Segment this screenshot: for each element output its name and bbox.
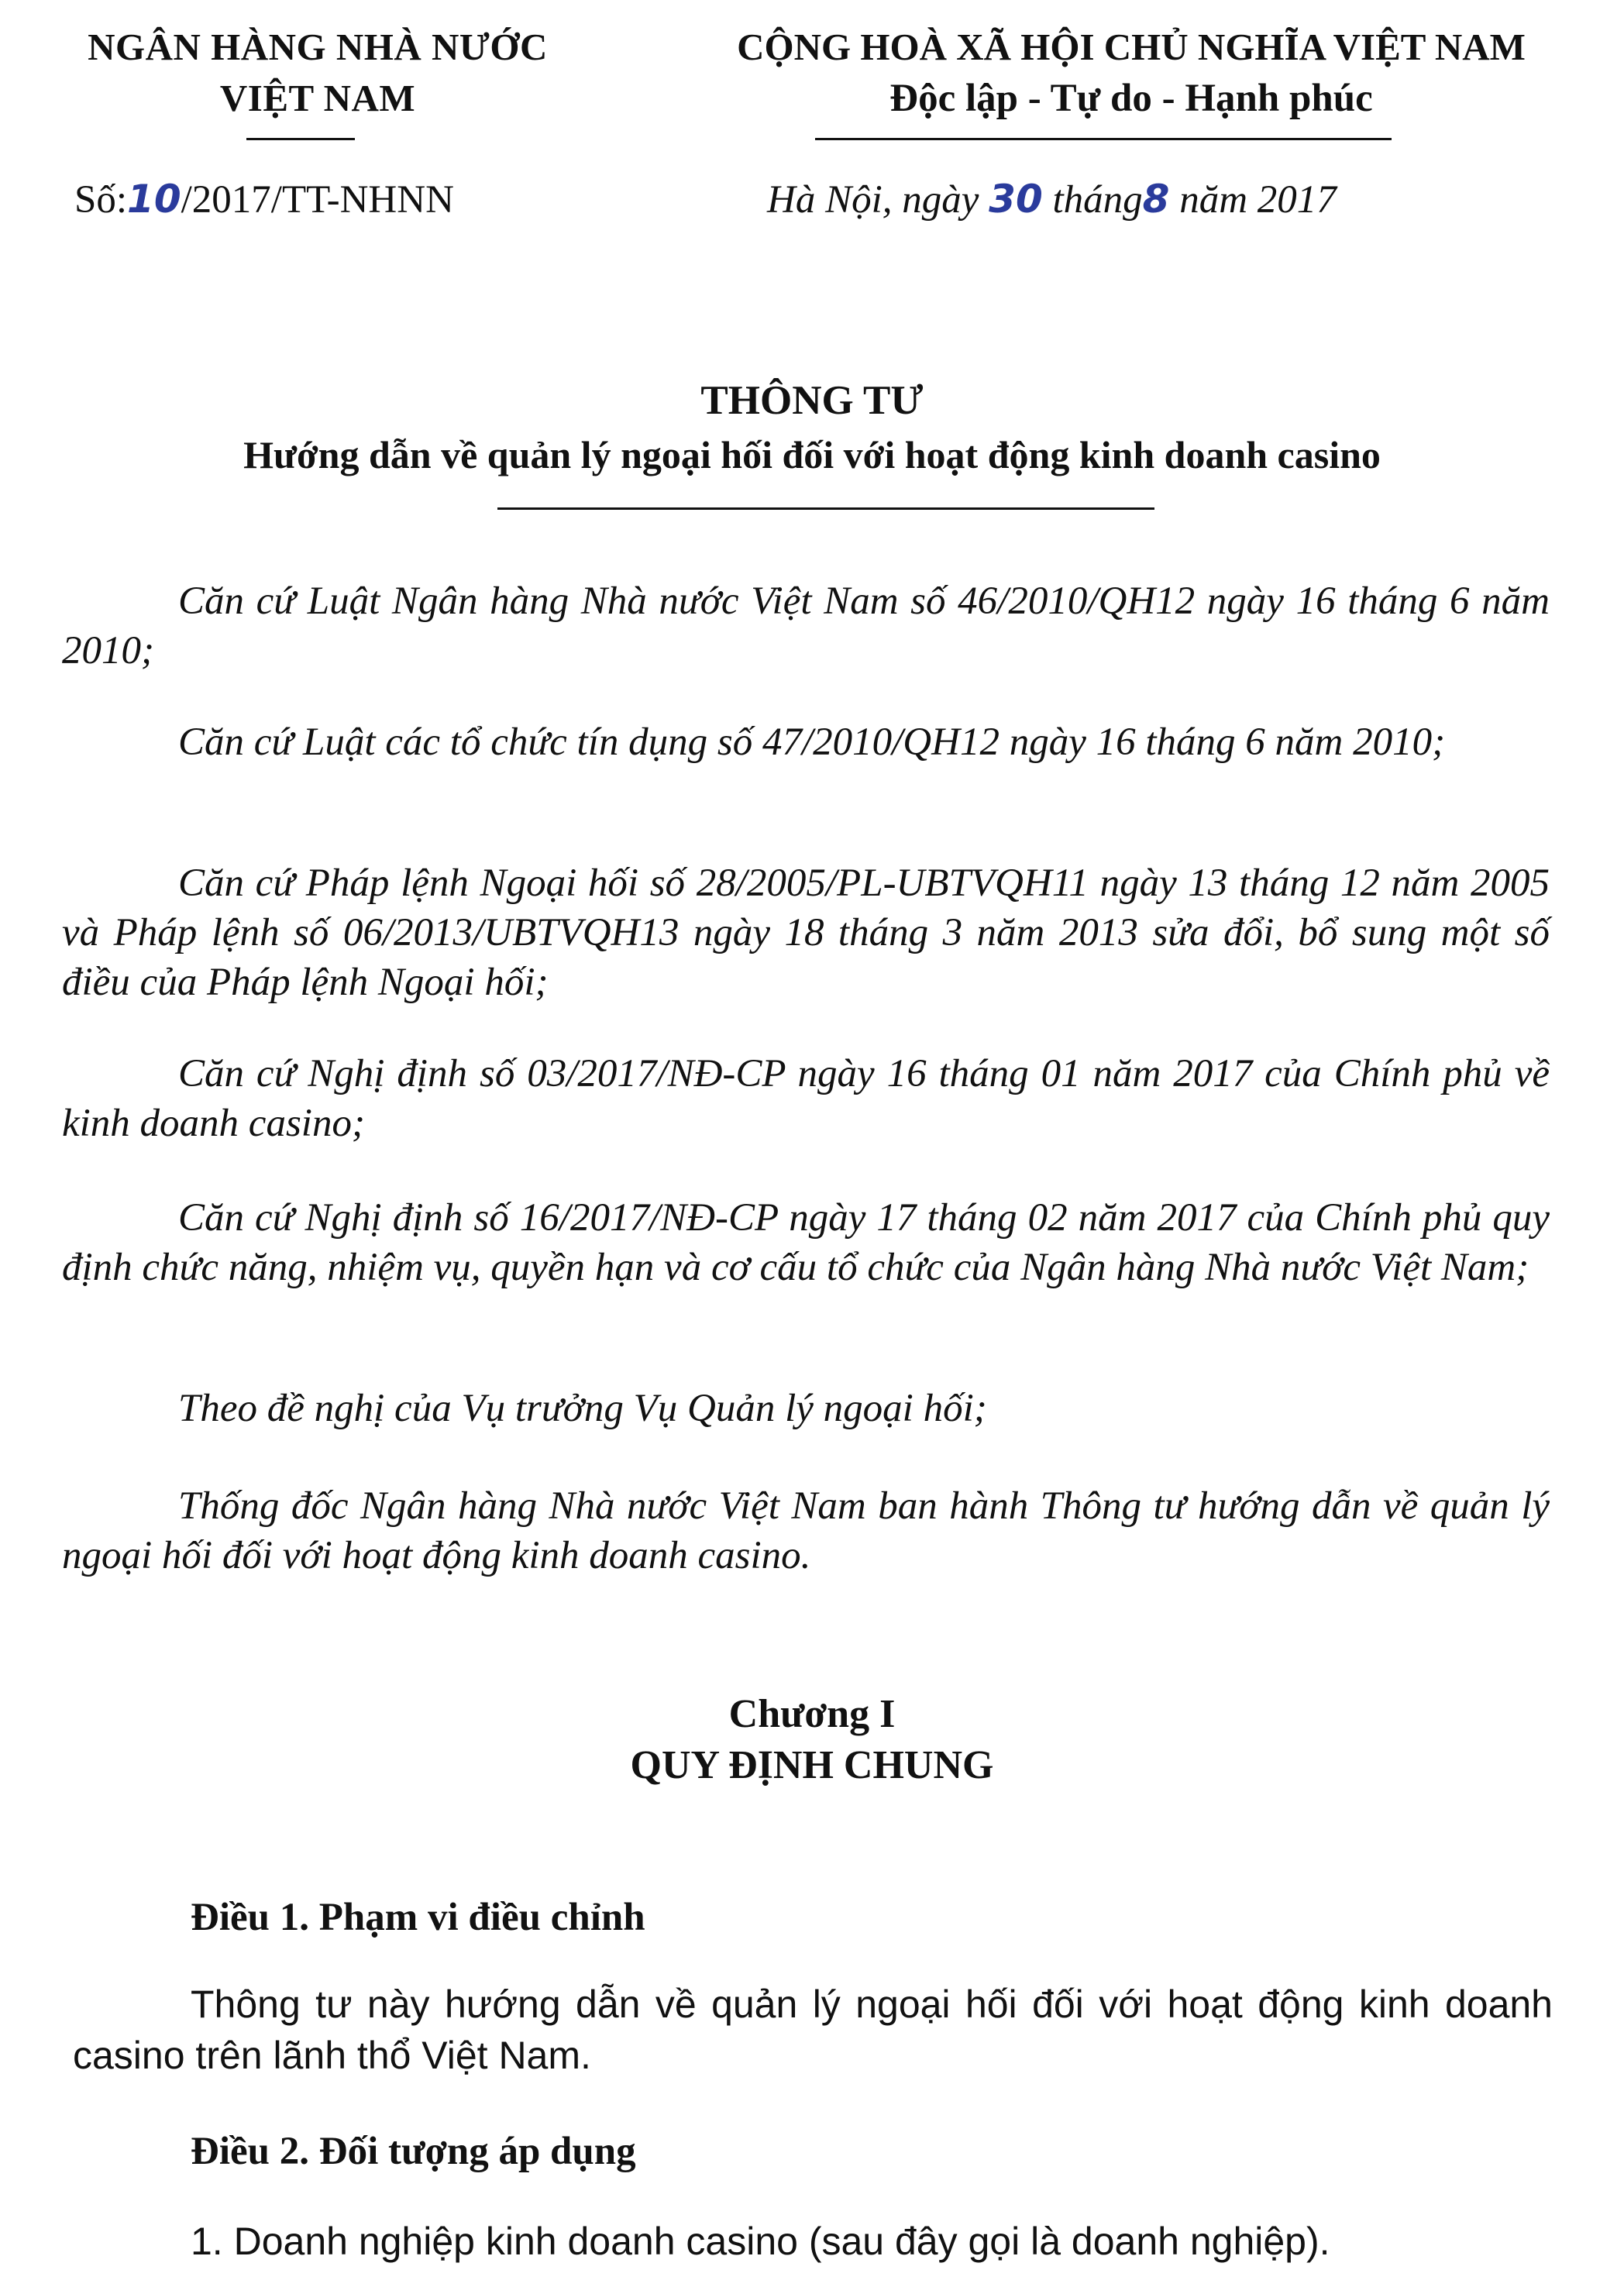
agency-country: VIỆT NAM (219, 77, 416, 119)
article-2-title: Điều 2. Đối tượng áp dụng (191, 2130, 636, 2173)
agency-header (46, 22, 589, 124)
preamble-paragraph: Căn cứ Pháp lệnh Ngoại hối số 28/2005/PL-UBTVQH11 ngày 13 tháng 12 năm 2005 và Pháp lệnh số 06/2013/UBTVQH13 ngày 18 tháng 3 năm 2013 sửa đổi, bổ sung một số điều của Pháp lệnh Ngoại hối; (62, 861, 1550, 1004)
dateline-month-handwritten: 8 (1142, 177, 1170, 222)
dateline-month-label: tháng (1042, 178, 1143, 222)
document-number (74, 172, 454, 227)
preamble-paragraph: Theo đề nghị của Vụ trưởng Vụ Quản lý ngoại hối; (178, 1387, 987, 1430)
document-subject: Hướng dẫn về quản lý ngoại hối đối với hoạt động kinh doanh casino (243, 433, 1381, 476)
article-1-body: Thông tư này hướng dẫn về quản lý ngoại hối đối với hoạt động kinh doanh casino trên lãnh thổ Việt Nam. (73, 1983, 1553, 2077)
agency-name: NGÂN HÀNG NHÀ NƯỚC (88, 26, 548, 68)
chapter-label: Chương I (728, 1692, 896, 1736)
document-number-handwritten: 10 (127, 177, 181, 222)
preamble-paragraph: Thống đốc Ngân hàng Nhà nước Việt Nam ban hành Thông tư hướng dẫn về quản lý ngoại hối đối với hoạt động kinh doanh casino. (62, 1484, 1550, 1577)
preamble-paragraph: Căn cứ Luật các tổ chức tín dụng số 47/2010/QH12 ngày 16 tháng 6 năm 2010; (178, 720, 1446, 764)
national-header (682, 22, 1581, 124)
document-number-suffix: /2017/TT-NHNN (181, 178, 454, 222)
national-title: CỘNG HOÀ XÃ HỘI CHỦ NGHĨA VIỆT NAM (737, 26, 1526, 68)
agency-underline (246, 138, 355, 140)
national-underline (815, 138, 1392, 140)
title-underline (497, 507, 1154, 510)
document-number-prefix: Số: (74, 178, 128, 222)
dateline-place: Hà Nội, ngày (767, 178, 989, 222)
document-type: THÔNG TƯ (700, 378, 924, 423)
national-motto: Độc lập - Tự do - Hạnh phúc (889, 77, 1373, 120)
preamble-paragraph: Căn cứ Luật Ngân hàng Nhà nước Việt Nam số 46/2010/QH12 ngày 16 tháng 6 năm 2010; (62, 579, 1550, 672)
article-1-title: Điều 1. Phạm vi điều chỉnh (191, 1896, 645, 1939)
article-2-item-1: 1. Doanh nghiệp kinh doanh casino (sau đây gọi là doanh nghiệp). (191, 2220, 1330, 2263)
preamble-paragraph: Căn cứ Nghị định số 03/2017/NĐ-CP ngày 16 tháng 01 năm 2017 của Chính phủ về kinh doanh casino; (62, 1052, 1550, 1145)
chapter-title: QUY ĐỊNH CHUNG (630, 1743, 994, 1787)
dateline-day-handwritten: 30 (989, 177, 1043, 222)
dateline-year: năm 2017 (1169, 178, 1337, 222)
preamble-paragraph: Căn cứ Nghị định số 16/2017/NĐ-CP ngày 17 tháng 02 năm 2017 của Chính phủ quy định chức năng, nhiệm vụ, quyền hạn và cơ cấu tổ chức của Ngân hàng Nhà nước Việt Nam; (62, 1196, 1550, 1289)
dateline (767, 172, 1337, 227)
